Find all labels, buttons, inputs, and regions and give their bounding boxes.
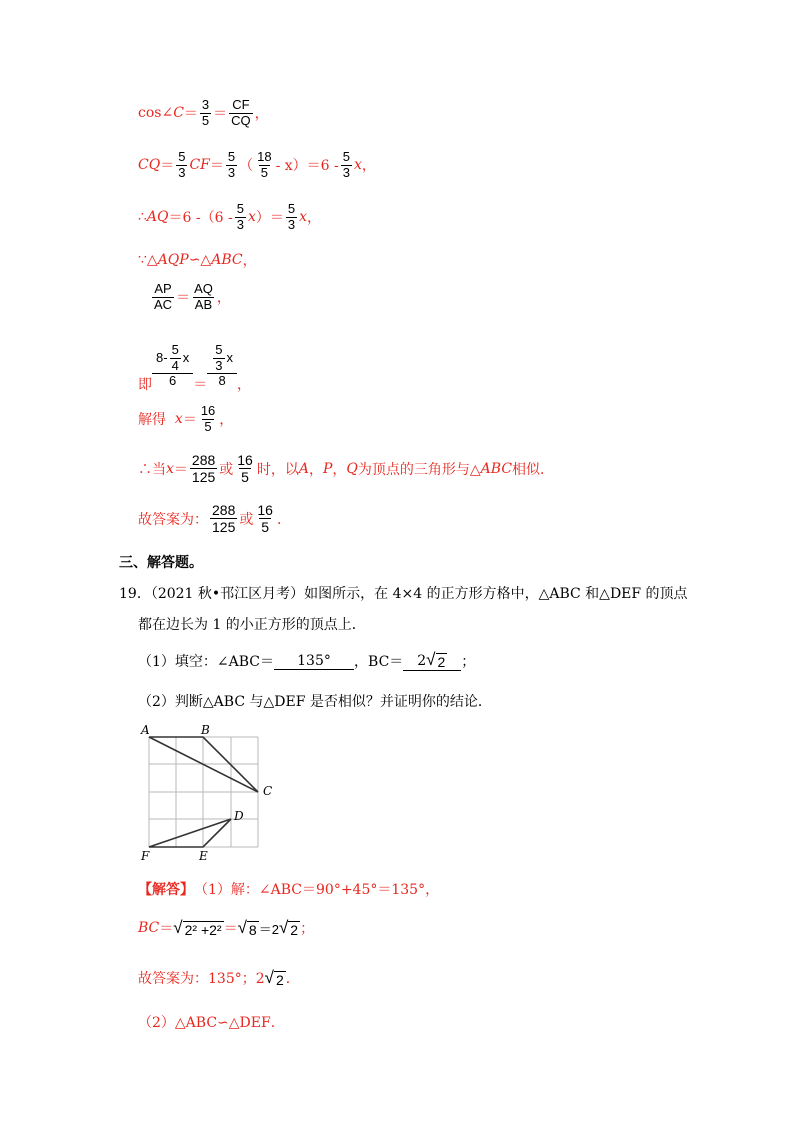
fraction <box>235 452 255 485</box>
text: ∽△ <box>188 252 212 268</box>
fraction <box>152 282 174 313</box>
fraction <box>192 282 215 313</box>
label-e: E <box>199 849 208 862</box>
text: - x）＝6 - <box>275 158 339 175</box>
sqrt: √ 2 <box>278 917 299 938</box>
numerator: 5 <box>215 341 223 357</box>
text: ，BC＝ <box>354 654 404 670</box>
line-solve <box>138 404 233 435</box>
text: CQ <box>138 157 161 174</box>
text: x <box>182 349 190 365</box>
sqrt: √ 2 <box>264 967 284 988</box>
label-b: B <box>201 723 210 737</box>
fraction <box>229 98 253 129</box>
text: ABC <box>480 460 513 477</box>
numerator: 16 <box>200 403 216 418</box>
text: ＝ <box>223 921 238 937</box>
complex-fraction <box>154 343 191 390</box>
text: 135° <box>297 652 331 669</box>
text: P <box>322 460 333 477</box>
radicand: 2 <box>437 654 446 670</box>
numerator: AQ <box>194 281 213 296</box>
text: ， <box>216 290 231 307</box>
label-a: A <box>141 723 150 737</box>
line-ratio <box>150 282 231 313</box>
numerator: 16 <box>237 452 253 468</box>
fraction <box>199 404 217 435</box>
radicand: 8 <box>248 921 257 938</box>
text: Q <box>346 460 358 477</box>
grid-figure <box>137 722 297 862</box>
denominator: 125 <box>191 469 216 486</box>
label-f: F <box>141 849 150 862</box>
text: ＝ <box>176 290 191 307</box>
fraction <box>341 150 352 181</box>
radicand: 2 <box>275 971 284 988</box>
fraction <box>210 502 237 535</box>
numerator: 5 <box>342 149 350 164</box>
numerator: 18 <box>257 149 272 164</box>
sqrt: √ 2 <box>426 650 446 670</box>
denominator: AC <box>154 296 173 312</box>
line-aq <box>138 202 321 233</box>
answer-tag: 【解答】 <box>138 882 194 898</box>
text: ． <box>285 971 300 987</box>
text: 2 <box>417 653 427 669</box>
line-answer <box>138 502 291 535</box>
text: ， <box>254 106 269 123</box>
text: ∵△ <box>138 252 158 268</box>
numerator <box>209 343 235 374</box>
text: ， <box>306 210 321 227</box>
denominator: 3 <box>287 216 296 232</box>
denominator: 3 <box>215 357 223 373</box>
text: ＝ <box>182 412 197 429</box>
fraction <box>176 150 187 181</box>
text: 解得 <box>138 412 166 429</box>
solution-line1 <box>138 879 439 899</box>
complex-fraction <box>209 343 235 390</box>
solution-line2 <box>138 918 314 938</box>
text: C <box>173 105 184 122</box>
grid-lines <box>149 737 258 847</box>
denominator: 3 <box>178 164 186 180</box>
text: ， <box>237 377 252 393</box>
text: 即 <box>138 377 152 393</box>
question-19-part1 <box>138 651 475 671</box>
text: ）＝ <box>255 210 284 227</box>
numerator: 5 <box>227 149 236 164</box>
text: ； <box>461 654 476 670</box>
text: （1）解：∠ABC＝90°+45°＝135°， <box>194 882 440 898</box>
sqrt: √ 2² +2² <box>173 917 222 938</box>
text: x <box>247 209 256 226</box>
text: ， <box>332 461 347 478</box>
denominator: AB <box>194 296 213 312</box>
sqrt: √ 8 <box>237 917 257 938</box>
numerator <box>154 343 191 374</box>
question-19-line2: 都在边长为 1 的小正方形的顶点上． <box>138 617 366 633</box>
text: BC <box>138 920 160 936</box>
radicand: 2 <box>290 921 299 938</box>
fraction <box>255 150 273 181</box>
denominator: 5 <box>260 164 268 180</box>
denominator: 125 <box>212 519 236 536</box>
text: 或 <box>239 511 254 528</box>
text: cos∠ <box>138 105 174 122</box>
line-similar <box>138 250 257 270</box>
denominator: 4 <box>171 357 179 373</box>
text: ， <box>219 412 234 429</box>
text: ＝ <box>173 461 188 478</box>
label-c: C <box>263 784 273 798</box>
text: ＝ <box>193 377 208 393</box>
text: x <box>166 460 174 477</box>
numerator: AP <box>154 281 172 296</box>
text: ＝ <box>160 158 175 175</box>
question-19-line1: 19．（2021 秋•邗江区月考）如图所示，在 4×4 的正方形方格中，△ABC 和△DEF 的顶点 <box>119 586 688 602</box>
text: x <box>174 411 183 428</box>
line-ji <box>138 338 251 394</box>
denominator: 5 <box>201 112 210 128</box>
text: 故答案为： <box>138 511 208 528</box>
text: A <box>298 460 309 477</box>
denominator: 6 <box>152 373 193 389</box>
text: （ <box>239 158 254 175</box>
fraction <box>190 452 217 485</box>
line-cq <box>138 150 376 181</box>
denominator: 3 <box>227 164 236 180</box>
triangle-def <box>149 819 231 847</box>
text: 相似． <box>512 461 555 478</box>
text: ＝ <box>213 106 228 123</box>
text: CF <box>189 157 210 174</box>
denominator: 3 <box>342 164 350 180</box>
numerator: 5 <box>178 149 186 164</box>
text: ＝ <box>159 921 174 937</box>
text: ＝ <box>209 158 224 175</box>
text: ABC <box>211 252 243 268</box>
numerator: 5 <box>171 341 179 357</box>
text: ∴ <box>138 209 147 226</box>
text: x <box>299 209 307 226</box>
text: 8- <box>156 349 168 365</box>
fraction <box>200 98 211 129</box>
fraction <box>286 202 297 233</box>
solution-line3 <box>138 968 300 988</box>
text: 时，以 <box>256 461 299 478</box>
text: ＝ <box>183 106 198 123</box>
text: x <box>353 157 362 174</box>
line-conclusion <box>138 452 554 485</box>
fraction <box>255 502 275 535</box>
radicand: 2² +2² <box>184 921 222 938</box>
answer-blank-bc <box>403 651 461 671</box>
text: x <box>226 349 234 365</box>
text: ， <box>308 461 323 478</box>
question-19-part2: （2）判断△ABC 与△DEF 是否相似？并证明你的结论． <box>138 694 492 710</box>
section-title: 三、解答题。 <box>119 555 203 571</box>
text: ， <box>242 253 257 269</box>
text: 为顶点的三角形与△ <box>357 461 481 478</box>
text: 故答案为：135°；2 <box>138 971 265 987</box>
denominator: 3 <box>236 216 244 232</box>
fraction <box>235 202 246 233</box>
denominator: 5 <box>241 469 249 486</box>
numerator: CF <box>232 97 250 112</box>
text: ； <box>300 921 315 937</box>
numerator: 288 <box>212 502 236 518</box>
line-cos <box>138 98 269 129</box>
denominator: 5 <box>204 418 212 434</box>
numerator: 16 <box>257 502 273 518</box>
numerator: 5 <box>287 201 296 216</box>
fraction <box>170 343 181 374</box>
denominator: 5 <box>261 519 270 536</box>
numerator: 5 <box>236 201 244 216</box>
text: ． <box>276 511 291 528</box>
fraction <box>226 150 237 181</box>
solution-line4: （2）△ABC∽△DEF． <box>138 1015 285 1031</box>
label-d: D <box>234 809 244 823</box>
text: 或 <box>219 461 234 478</box>
text: ＝2 <box>258 921 279 937</box>
numerator: 3 <box>201 97 210 112</box>
text: AQP <box>157 252 189 268</box>
text: ＝6 -（6 - <box>168 210 233 227</box>
denominator: 8 <box>207 373 237 389</box>
text: ∴当 <box>138 461 166 478</box>
fraction <box>213 343 224 374</box>
numerator: 288 <box>191 452 216 468</box>
answer-blank-angle <box>274 653 354 670</box>
text: AQ <box>146 209 169 226</box>
denominator: CQ <box>231 112 251 128</box>
text: ， <box>361 158 376 175</box>
text: （1）填空：∠ABC＝ <box>138 654 275 670</box>
